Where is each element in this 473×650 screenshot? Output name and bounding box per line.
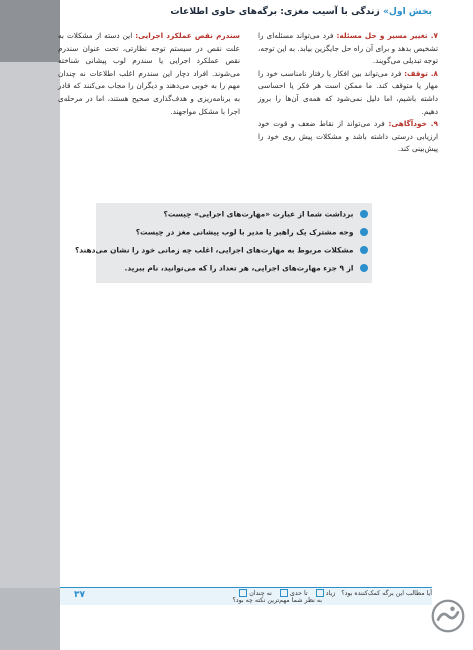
question-text: برداشت شما از عبارت «مهارت‌های اجرایی» چیست؟ bbox=[163, 209, 354, 219]
paragraph-item-7 bbox=[258, 30, 438, 68]
bullet-icon bbox=[360, 210, 368, 218]
page-header bbox=[20, 6, 432, 24]
chapter-title: زندگی با آسیب مغزی: برگه‌های حاوی اطلاعات bbox=[170, 6, 380, 17]
option-somewhat[interactable] bbox=[278, 589, 308, 597]
important-point-row bbox=[232, 597, 432, 604]
option-label: زیاد bbox=[325, 590, 336, 597]
item-label: سندرم نقص عملکرد اجرایی: bbox=[135, 31, 240, 40]
publisher-logo-icon bbox=[430, 598, 466, 634]
paragraph-item-9 bbox=[258, 118, 438, 156]
checkbox-icon[interactable] bbox=[239, 589, 247, 597]
item-label: ۸. توقف: bbox=[404, 68, 438, 78]
item-text: فرد می‌تواند از نقاط ضعف و قوت خود ارزیابی درستی داشته باشد و مشکلات پیش روی خود را پیش‌بینی کند. bbox=[258, 119, 438, 154]
question-text: از ۹ جزء مهارت‌های اجرایی، هر تعداد را که می‌توانید، نام ببرید. bbox=[124, 263, 354, 273]
side-margin-bar bbox=[0, 0, 60, 650]
right-column bbox=[258, 30, 438, 156]
feedback-question: آیا مطالب این برگه کمک‌کننده بود؟ bbox=[341, 590, 432, 597]
side-margin-bottom-band bbox=[0, 588, 60, 650]
important-question: به نظر شما مهم‌ترین نکته چه بود؟ bbox=[232, 597, 322, 604]
paragraph-syndrome bbox=[58, 30, 240, 118]
page-number: ۳۷ bbox=[74, 590, 85, 600]
questions-box bbox=[74, 203, 372, 283]
question-row bbox=[96, 263, 368, 279]
option-label: نه چندان bbox=[249, 590, 272, 597]
paragraph-item-8 bbox=[258, 68, 438, 118]
checkbox-icon[interactable] bbox=[316, 589, 324, 597]
feedback-row bbox=[237, 589, 432, 597]
left-column bbox=[58, 30, 240, 118]
option-not-much[interactable] bbox=[237, 589, 272, 597]
checkbox-icon[interactable] bbox=[280, 589, 288, 597]
item-label: ۷. تغییر مسیر و حل مسئله: bbox=[336, 31, 439, 40]
bullet-icon bbox=[360, 228, 368, 236]
item-label: ۹. خودآگاهی: bbox=[388, 119, 438, 129]
item-text: فرد می‌تواند بین افکار یا رفتار نامناسب خود را مهار یا متوقف کند. ما ممکن است هر فکر یا احساسی داشته باشیم، اما دلیل نمی‌شود که همه‌ی آن‌ها را بروز دهیم. bbox=[258, 68, 438, 116]
question-text: مشکلات مربوط به مهارت‌های اجرایی، اغلب چه زمانی خود را نشان می‌دهند؟ bbox=[74, 245, 354, 255]
option-much[interactable] bbox=[314, 589, 336, 597]
question-row bbox=[96, 227, 368, 243]
item-text: فرد می‌تواند مسئله‌ای را تشخیص بدهد و برای آن راه حل جایگزین بیابد. به این توجه، توجه تبدیلی می‌گویند. bbox=[258, 31, 438, 66]
bullet-icon bbox=[360, 246, 368, 254]
question-text: وجه مشترک یک راهبر یا مدیر با لوب پیشانی مغز در چیست؟ bbox=[135, 227, 354, 237]
item-text: این دسته از مشکلات به علت نقص در سیستم توجه نظارتی، تحت عنوان سندرم نقص عملکرد اجرایی یا سندرم لوب پیشانی شناخته می‌شوند. افراد دچار این سندرم اغلب اطلاعات نه چندان مهم را به خوبی می‌دهند و دیگران را مجاب می‌کنند که قادر به برنامه‌ریزی و هدف‌گذاری صحیح هستند، اما در مرحله‌ی اجرا با مشکل مواجهند. bbox=[58, 31, 240, 116]
option-label: تا حدی bbox=[289, 590, 308, 597]
section-label: بخش اول» bbox=[382, 6, 432, 17]
question-row bbox=[74, 245, 368, 261]
question-row bbox=[96, 209, 368, 225]
bullet-icon bbox=[360, 264, 368, 272]
